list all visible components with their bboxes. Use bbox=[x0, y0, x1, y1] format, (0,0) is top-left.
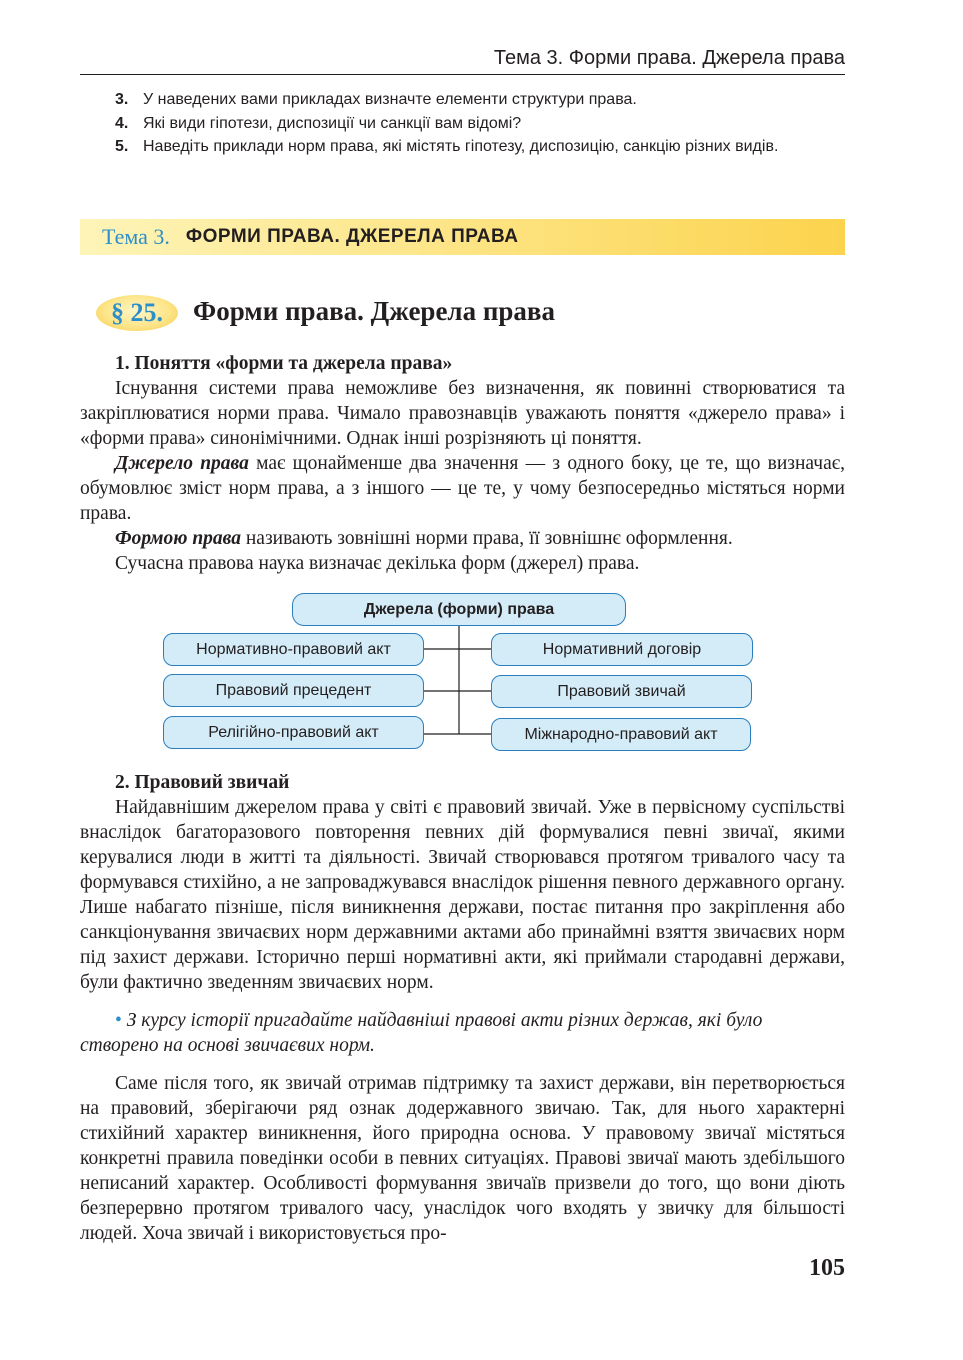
question-text: Які види гіпотези, диспозиції чи санкції вам відомі? bbox=[143, 114, 522, 132]
body-paragraph: Найдавнішим джерелом права у світі є правовий звичай. Уже в первісному суспільстві внаслідок багаторазового повторення певних дій формувалися певні звичаї, якими керувалися люди в житті та діяльності. Звичай створювався протягом тривалого часу та формувався стихійно, а не запроваджувався внаслідок рішення певного державного органу. Лише набагато пізніше, після виникнення держави, постає питання про закріплення або санкціонування звичаєвих норм державними актами або принаймні взяття звичаєвих норм під захист держави. Історично перші нормативні акти, які приймали стародавні держави, були фактично зведенням звичаєвих норм. bbox=[80, 797, 845, 993]
question-number: 3. bbox=[115, 91, 129, 108]
section-2 bbox=[80, 770, 845, 995]
paragraph-badge: § 25. bbox=[96, 295, 178, 331]
question-number: 4. bbox=[115, 114, 129, 132]
term: Формою права bbox=[115, 528, 241, 549]
review-questions bbox=[115, 88, 847, 159]
question-item bbox=[115, 88, 847, 112]
diagram-node: Нормативно-правовий акт bbox=[163, 633, 424, 666]
diagram-node: Правовий звичай bbox=[491, 675, 752, 708]
diagram-node: Нормативний договір bbox=[491, 633, 753, 666]
history-note bbox=[80, 1008, 845, 1058]
body-paragraph: Сучасна правова наука визначає декілька форм (джерел) права. bbox=[115, 553, 640, 574]
section-1 bbox=[80, 351, 845, 576]
diagram-node: Релігійно-правовий акт bbox=[163, 716, 424, 749]
definition-paragraph bbox=[80, 526, 845, 551]
question-number: 5. bbox=[115, 138, 129, 155]
section-heading: 1. Поняття «форми та джерела права» bbox=[115, 353, 453, 374]
bullet-icon: • bbox=[115, 1010, 122, 1031]
topic-prefix: Тема 3. bbox=[102, 224, 170, 249]
section-3 bbox=[80, 1071, 845, 1246]
question-text: Наведіть приклади норм права, які містять гіпотезу, диспозицію, санкцію різних видів. bbox=[143, 138, 779, 155]
diagram-node: Міжнародно-правовий акт bbox=[491, 718, 751, 751]
topic-title: ФОРМИ ПРАВА. ДЖЕРЕЛА ПРАВА bbox=[185, 226, 519, 247]
definition-text: називають зовнішні норми права, її зовнішнє оформлення. bbox=[241, 528, 733, 549]
definition-text: має щонайменше два значення — з одного боку, це те, що визначає, обумовлює зміст норм права, а з іншого — це те, у чому безпосередньо містяться норми права. bbox=[80, 453, 845, 524]
definition-paragraph bbox=[80, 451, 845, 526]
diagram-root: Джерела (форми) права bbox=[292, 593, 626, 626]
term: Джерело права bbox=[115, 453, 249, 474]
question-item bbox=[115, 135, 847, 159]
topic-banner bbox=[80, 219, 845, 255]
running-head: Тема 3. Форми права. Джерела права bbox=[80, 44, 845, 75]
diagram-node: Правовий прецедент bbox=[163, 674, 424, 707]
body-paragraph: Існування системи права неможливе без визначення, як повинні створюватися та закріплюватися норми права. Чимало правознавців уважають поняття «джерело права» і «форми права» синонімічними. Однак інші розрізняють ці поняття. bbox=[80, 378, 845, 449]
section-heading: 2. Правовий звичай bbox=[115, 772, 290, 793]
note-text: З курсу історії пригадайте найдавніші правові акти різних держав, які було створено на основі звичаєвих норм. bbox=[80, 1010, 763, 1056]
question-text: У наведених вами прикладах визначте елементи структури права. bbox=[143, 91, 637, 108]
body-paragraph: Саме після того, як звичай отримав підтримку та захист держави, він перетворюється на правовий, зберігаючи ряд ознак додержавного звичаю. Так, для нього характерні стихійний характер виникнення, його природна основа. У правовому звичаї містяться конкретні правила поведінки особи в певних ситуаціях. Правові звичаї мають здебільшого неписаний характер. Особливості формування звичаїв призвели до того, що вони діють безперервно протягом тривалого часу, унаслідок чого входять у звичку для більшості людей. Хоча звичай і використовується про- bbox=[80, 1073, 845, 1244]
question-item bbox=[115, 112, 847, 136]
paragraph-title: Форми права. Джерела права bbox=[193, 296, 555, 326]
page-number: 105 bbox=[809, 1255, 845, 1281]
